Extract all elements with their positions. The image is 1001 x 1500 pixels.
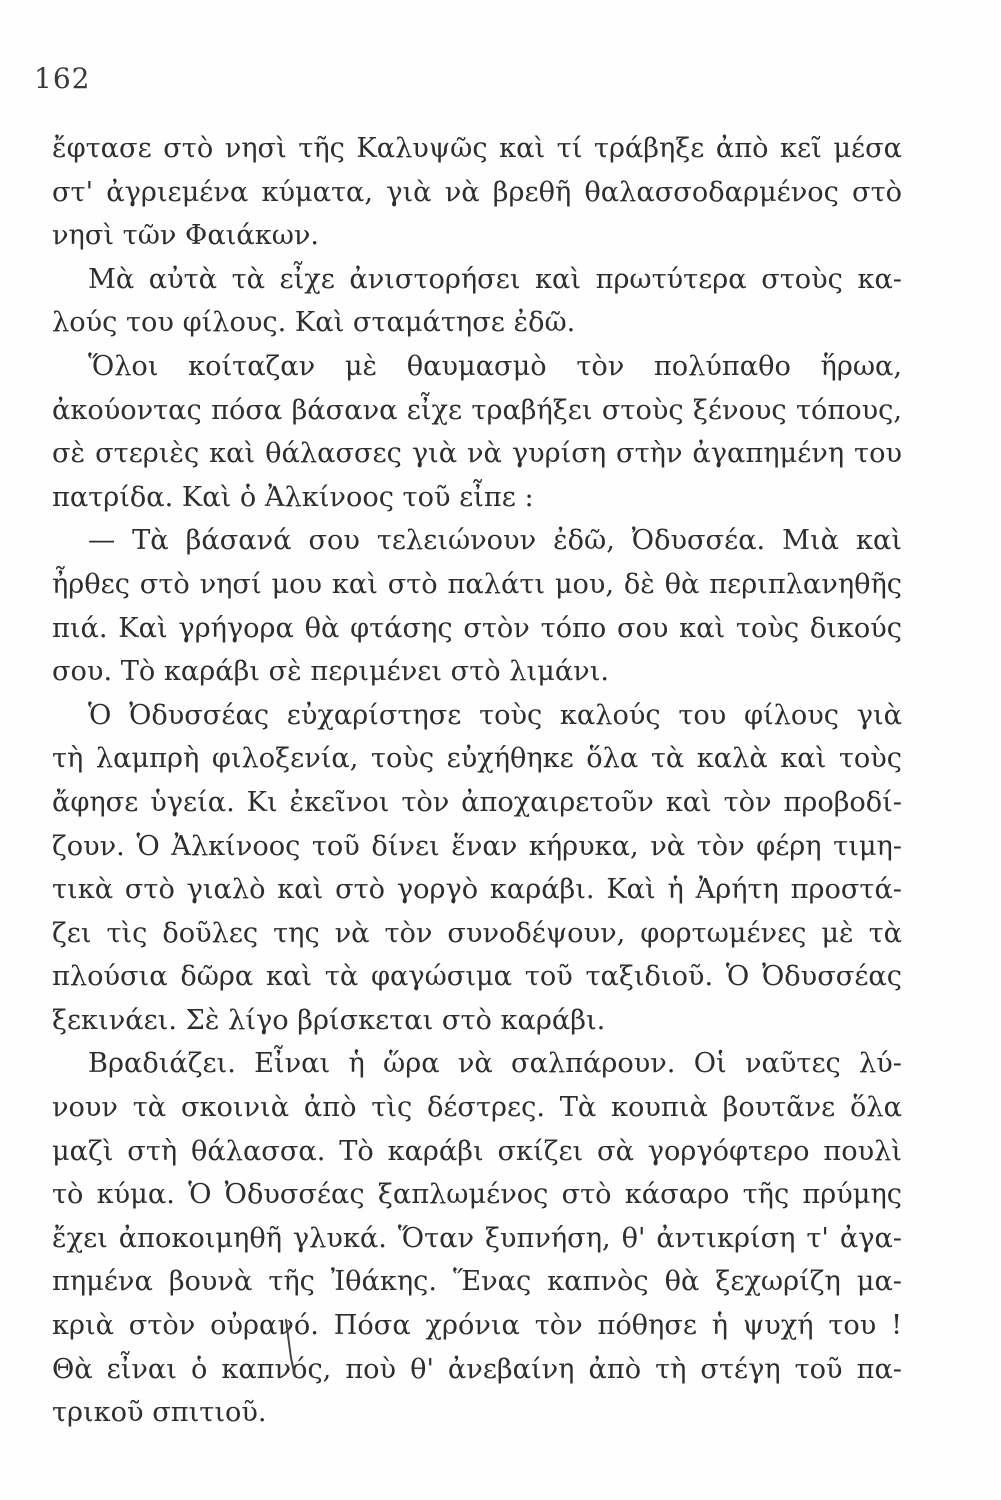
text-line: ζει τὶς δοῦλες της νὰ τὸν συνοδέψουν, φορτωμένες μὲ τὰ xyxy=(52,917,902,949)
text-line: Μὰ αὐτὰ τὰ εἶχε ἀνιστορήσει καὶ πρωτύτερα στοὺς κα- xyxy=(88,263,902,295)
text-line: Θὰ εἶναι ὁ καπνός, ποὺ θ' ἀνεβαίνη ἀπὸ τὴ στέγη τοῦ πα- xyxy=(52,1353,902,1385)
text-line: — Τὰ βάσανά σου τελειώνουν ἐδῶ, Ὀδυσσέα. Μιὰ καὶ xyxy=(88,525,902,557)
text-line: Ὅλοι κοίταζαν μὲ θαυμασμὸ τὸν πολύπαθο ἥρωα, xyxy=(88,350,902,382)
text-line: ἀκούοντας πόσα βάσανα εἶχε τραβήξει στοὺς ξένους τόπους, xyxy=(52,394,902,426)
text-line: νουν τὰ σκοινιὰ ἀπὸ τὶς δέστρες. Τὰ κουπιὰ βουτᾶνε ὅλα xyxy=(52,1092,902,1124)
text-line: ἦρθες στὸ νησί μου καὶ στὸ παλάτι μου, δὲ θὰ περιπλανηθῆς xyxy=(52,568,902,600)
text-line: πιά. Καὶ γρήγορα θὰ φτάσης στὸν τόπο σου καὶ τοὺς δικούς xyxy=(52,612,902,644)
text-line: πατρίδα. Καὶ ὁ Ἀλκίνοος τοῦ εἶπε : xyxy=(52,481,534,513)
text-line: ἔφτασε στὸ νησὶ τῆς Καλυψῶς καὶ τί τράβηξε ἀπὸ κεῖ μέσα xyxy=(52,133,902,164)
text-line: τὸ κύμα. Ὁ Ὀδυσσέας ξαπλωμένος στὸ κάσαρο τῆς πρύμης xyxy=(52,1179,902,1211)
text-line: ἔχει ἀποκοιμηθῆ γλυκά. Ὅταν ξυπνήση, θ' ἀντικρίση τ' ἀγα- xyxy=(52,1222,902,1254)
text-line: Βραδιάζει. Εἶναι ἡ ὥρα νὰ σαλπάρουν. Οἱ ναῦτες λύ- xyxy=(88,1048,902,1080)
text-line: ξεκινάει. Σὲ λίγο βρίσκεται στὸ καράβι. xyxy=(52,1004,606,1036)
text-line: κριὰ στὸν οὐρανό. Πόσα χρόνια τὸν πόθησε ἡ ψυχή του ! xyxy=(52,1310,902,1342)
text-line: λούς του φίλους. Καὶ σταμάτησε ἐδῶ. xyxy=(52,307,576,339)
text-line: σου. Τὸ καράβι σὲ περιμένει στὸ λιμάνι. xyxy=(52,656,610,688)
text-line: πημένα βουνὰ τῆς Ἰθάκης. Ἕνας καπνὸς θὰ ξεχωρίζη μα- xyxy=(52,1266,902,1298)
page-number: 162 xyxy=(34,62,91,95)
text-line: Ὁ Ὀδυσσέας εὐχαρίστησε τοὺς καλούς του φίλους γιὰ xyxy=(88,699,902,731)
text-line: σὲ στεριὲς καὶ θάλασσες γιὰ νὰ γυρίση στὴν ἀγαπημένη του xyxy=(52,438,902,470)
pencil-end-mark-icon xyxy=(283,1318,311,1380)
text-line: τρικοῦ σπιτιοῦ. xyxy=(52,1397,267,1429)
text-line: νησὶ τῶν Φαιάκων. xyxy=(52,220,320,252)
text-line: πλούσια δῶρα καὶ τὰ φαγώσιμα τοῦ ταξιδιοῦ. Ὁ Ὀδυσσέας xyxy=(52,961,902,993)
text-line: μαζὶ στὴ θάλασσα. Τὸ καράβι σκίζει σὰ γοργόφτερο πουλὶ xyxy=(52,1135,902,1167)
text-line: τικὰ στὸ γιαλὸ καὶ στὸ γοργὸ καράβι. Καὶ ἡ Ἀρήτη προστά- xyxy=(52,874,902,906)
body-text xyxy=(52,127,902,1435)
text-line: τὴ λαμπρὴ φιλοξενία, τοὺς εὐχήθηκε ὅλα τὰ καλὰ καὶ τοὺς xyxy=(52,743,902,775)
text-line: στ' ἀγριεμένα κύματα, γιὰ νὰ βρεθῆ θαλασσοδαρμένος στὸ xyxy=(52,176,902,208)
text-line: ἄφησε ὑγεία. Κι ἐκεῖνοι τὸν ἀποχαιρετοῦν καὶ τὸν προβοδί- xyxy=(52,786,902,818)
text-line: ζουν. Ὁ Ἀλκίνοος τοῦ δίνει ἕναν κήρυκα, νὰ τὸν φέρη τιμη- xyxy=(52,830,902,862)
